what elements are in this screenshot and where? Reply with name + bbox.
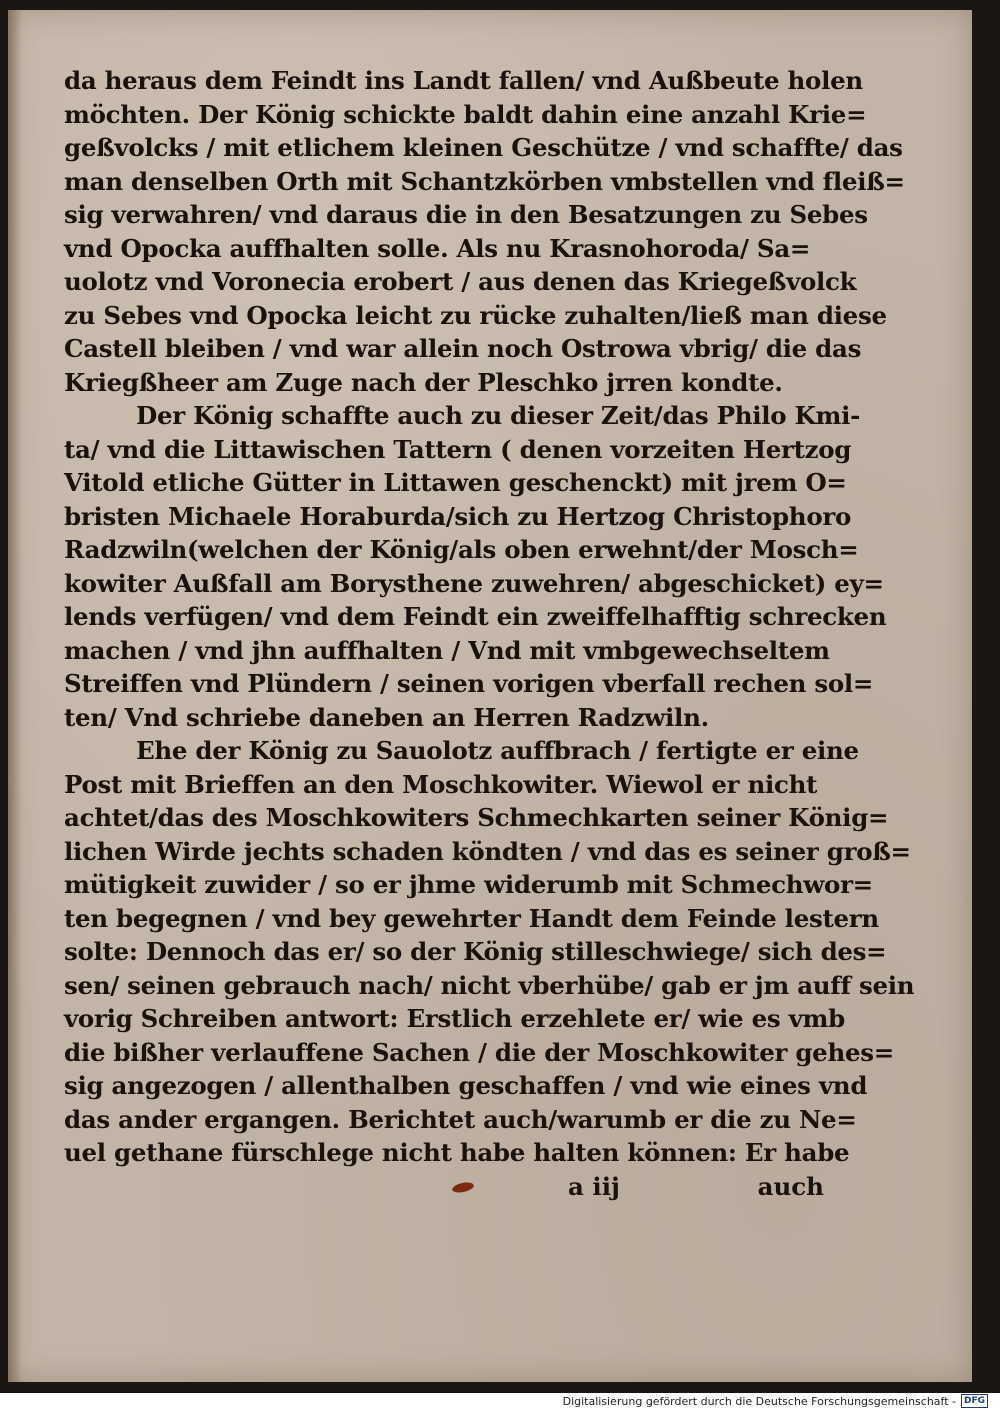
text-line: geßvolcks / mit etlichem kleinen Geschütze / vnd schaffte/ das bbox=[64, 133, 903, 162]
text-line: Castell bleiben / vnd war allein noch Ostrowa vbrig/ die das bbox=[64, 334, 862, 363]
text-line: die bißher verlauffene Sachen / die der Moschkowiter gehes= bbox=[64, 1037, 894, 1067]
text-line: Ehe der König zu Sauolotz auffbrach / fertigte er eine bbox=[136, 736, 859, 765]
text-line: achtet/das des Moschkowiters Schmechkarten seiner König= bbox=[64, 803, 889, 832]
text-line: zu Sebes vnd Opocka leicht zu rücke zuhalten/ließ man diese bbox=[64, 300, 887, 330]
text-line: machen / vnd jhn auffhalten / Vnd mit vmbgewechseltem bbox=[64, 635, 830, 665]
text-line: Der König schaffte auch zu dieser Zeit/das Philo Kmi- bbox=[136, 401, 860, 430]
text-line: ta/ vnd die Littawischen Tattern ( denen vorzeiten Hertzog bbox=[64, 434, 852, 464]
text-line: lichen Wirde jechts schaden köndten / vnd das es seiner groß= bbox=[64, 836, 911, 866]
text-line: lends verfügen/ vnd dem Feindt ein zweiffelhafftig schrecken bbox=[64, 602, 887, 631]
text-line: ten/ Vnd schriebe daneben an Herren Radzwiln. bbox=[64, 702, 709, 732]
text-line: uolotz vnd Voronecia erobert / aus denen das Kriegeßvolck bbox=[64, 267, 857, 296]
catchword: auch bbox=[757, 1172, 824, 1201]
text-line: Kriegßheer am Zuge nach der Pleschko jrren kondte. bbox=[64, 367, 783, 397]
text-line: kowiter Außfall am Borysthene zuwehren/ abgeschicket) ey= bbox=[64, 568, 884, 598]
page-gutter-shadow bbox=[8, 10, 22, 1382]
signature-mark: a iij bbox=[568, 1172, 620, 1201]
text-line: möchten. Der König schickte baldt dahin eine anzahl Krie= bbox=[64, 99, 867, 129]
text-line: man denselben Orth mit Schantzkörben vmbstellen vnd fleiß= bbox=[64, 166, 905, 196]
text-line: Vitold etliche Gütter in Littawen geschenckt) mit jrem O= bbox=[64, 468, 847, 497]
text-line: mütigkeit zuwider / so er jhme widerumb mit Schmechwor= bbox=[64, 870, 873, 899]
credit-text: Digitalisierung gefördert durch die Deutsche Forschungsgemeinschaft - bbox=[562, 1394, 956, 1408]
text-line: Streiffen vnd Plündern / seinen vorigen vberfall rechen sol= bbox=[64, 669, 874, 698]
text-line: da heraus dem Feindt ins Landt fallen/ vnd Außbeute holen bbox=[64, 66, 863, 95]
text-line: das ander ergangen. Berichtet auch/warumb er die zu Ne= bbox=[64, 1104, 857, 1134]
page-footer bbox=[64, 1172, 824, 1208]
text-line: Post mit Brieffen an den Moschkowiter. Wiewol er nicht bbox=[64, 769, 818, 799]
page-text-block bbox=[64, 64, 915, 1170]
text-line: vorig Schreiben antwort: Erstlich erzehlete er/ wie es vmb bbox=[64, 1004, 845, 1033]
text-line: uel gethane fürschlege nicht habe halten können: Er habe bbox=[64, 1138, 850, 1167]
text-line: solte: Dennoch das er/ so der König stilleschwiege/ sich des= bbox=[64, 937, 887, 966]
text-line: bristen Michaele Horaburda/sich zu Hertzog Christophoro bbox=[64, 501, 852, 531]
text-line: sen/ seinen gebrauch nach/ nicht vberhübe/ gab er jm auff sein bbox=[64, 970, 915, 1000]
dfg-logo-icon: DFG bbox=[961, 1394, 988, 1408]
text-line: ten begegnen / vnd bey gewehrter Handt dem Feinde lestern bbox=[64, 903, 879, 933]
text-line: Radzwiln(welchen der König/als oben erwehnt/der Mosch= bbox=[64, 535, 859, 564]
text-line: vnd Opocka auffhalten solle. Als nu Krasnohoroda/ Sa= bbox=[64, 233, 811, 263]
text-line: sig angezogen / allenthalben geschaffen / vnd wie eines vnd bbox=[64, 1071, 868, 1100]
digitization-credit bbox=[563, 1394, 988, 1408]
text-line: sig verwahren/ vnd daraus die in den Besatzungen zu Sebes bbox=[64, 200, 868, 229]
